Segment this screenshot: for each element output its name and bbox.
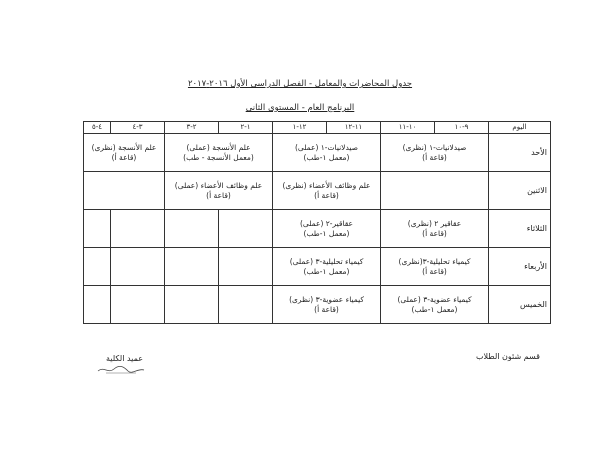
course-room: (معمل ١-طب) (411, 304, 458, 314)
course-room: (قاعة أ) (422, 152, 447, 162)
course-name: علم وظائف الأعضاء (عملى) (174, 181, 263, 190)
course-room: (معمل الأنسجة - طب) (183, 152, 254, 162)
course-name: علم وظائف الأعضاء (نظرى) (282, 181, 371, 190)
header-cell: ٩-١٠ (435, 122, 489, 134)
course-name: علم الأنسجة (نظرى) (91, 143, 157, 152)
document-title: جدول المحاضرات والمعامل - الفصل الدراسى الأول ٢٠١٦-٢٠١٧ (187, 79, 413, 89)
empty-cell (381, 172, 489, 210)
header-cell: اليوم (489, 122, 551, 134)
empty-cell (84, 210, 111, 248)
course-name: كيمياء عضوية-٣ (نظرى) (289, 295, 364, 304)
header-cell: ١٠-١١ (381, 122, 435, 134)
course-room: (قاعة أ) (422, 228, 447, 238)
course-name: كيمياء عضوية-٣ (عملى) (397, 295, 472, 304)
table-row (84, 286, 551, 324)
session-cell (381, 248, 489, 286)
empty-cell (219, 248, 273, 286)
course-room: (قاعة أ) (422, 266, 447, 276)
schedule-table (83, 121, 551, 324)
day-cell: الخميس (489, 286, 551, 324)
course-name: صيدلانيات-١ (نظرى) (402, 143, 467, 152)
course-room: (معمل ١-طب) (303, 266, 350, 276)
day-cell: الثلاثاء (489, 210, 551, 248)
day-cell: الأحد (489, 134, 551, 172)
course-room: (قاعة أ) (314, 304, 339, 314)
header-row (84, 122, 551, 134)
course-room: (معمل ١-طب) (303, 152, 350, 162)
session-cell (381, 134, 489, 172)
table-row (84, 210, 551, 248)
session-cell (273, 286, 381, 324)
empty-cell (84, 286, 111, 324)
table-row (84, 134, 551, 172)
session-cell (273, 172, 381, 210)
day-cell: الأربعاء (489, 248, 551, 286)
empty-cell (84, 172, 165, 210)
table-row (84, 248, 551, 286)
session-cell (84, 134, 165, 172)
header-cell: ١١-١٢ (327, 122, 381, 134)
document-subtitle: البرنامج العام - المستوى الثانى (245, 103, 355, 113)
session-cell (381, 210, 489, 248)
course-room: (قاعة أ) (111, 152, 137, 162)
header-cell: ١-٢ (219, 122, 273, 134)
empty-cell (111, 286, 165, 324)
header-cell: ٤-٥ (84, 122, 111, 134)
empty-cell (219, 286, 273, 324)
table-row (84, 172, 551, 210)
course-name: كيمياء تحليلية-٣ (عملى) (289, 257, 364, 266)
empty-cell (219, 210, 273, 248)
course-name: علم الأنسجة (عملى) (186, 143, 251, 152)
empty-cell (165, 248, 219, 286)
course-name: كيمياء تحليلية-٣(نظرى) (398, 257, 471, 266)
dean-label: عميد الكلية (106, 354, 143, 363)
course-room: (معمل ١-طب) (303, 228, 350, 238)
empty-cell (111, 210, 165, 248)
session-cell (273, 134, 381, 172)
session-cell (165, 134, 273, 172)
session-cell (165, 172, 273, 210)
empty-cell (111, 248, 165, 286)
empty-cell (165, 210, 219, 248)
header-cell: ٣-٤ (111, 122, 165, 134)
dean-signature (96, 362, 146, 376)
session-cell (381, 286, 489, 324)
course-name: صيدلانيات-١ (عملى) (294, 143, 359, 152)
student-affairs-label: قسم شئون الطلاب (475, 352, 540, 361)
empty-cell (84, 248, 111, 286)
course-room: (قاعة أ) (206, 190, 231, 200)
header-cell: ٢-٣ (165, 122, 219, 134)
header-cell: ١٢-١ (273, 122, 327, 134)
session-cell (273, 210, 381, 248)
course-name: عقاقير-٢ (عملى) (299, 219, 354, 228)
course-room: (قاعة أ) (314, 190, 339, 200)
course-name: عقاقير ٢ (نظرى) (407, 219, 462, 228)
day-cell: الاثنين (489, 172, 551, 210)
session-cell (273, 248, 381, 286)
empty-cell (165, 286, 219, 324)
